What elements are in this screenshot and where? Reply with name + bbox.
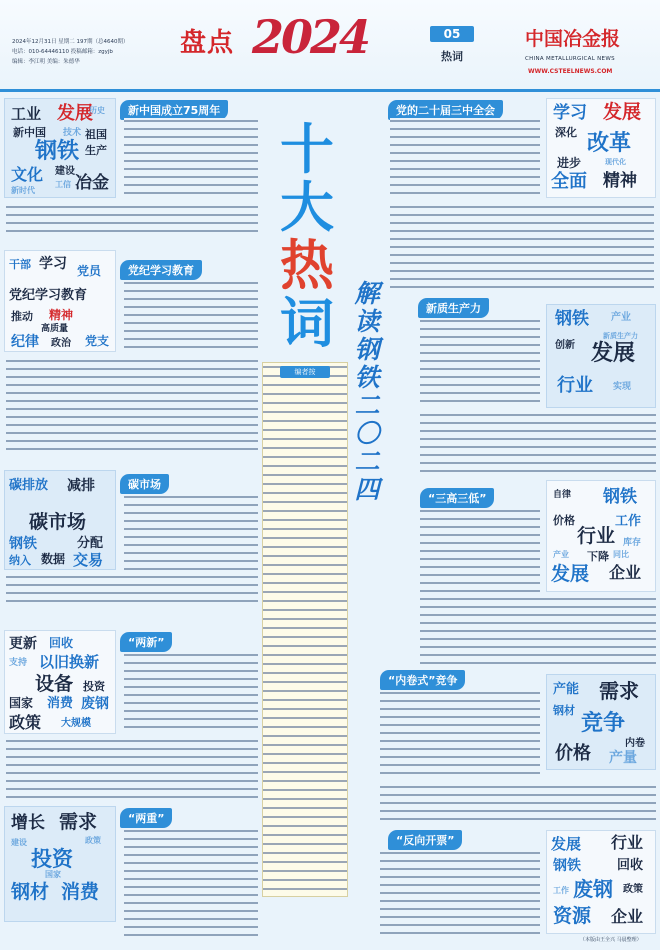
- word: 学习: [553, 103, 587, 123]
- word: 大规模: [61, 718, 91, 729]
- article-text-3: [124, 280, 258, 354]
- word: 行业: [611, 833, 644, 852]
- word-cloud-3: [4, 250, 116, 352]
- section-heading-1: 新中国成立75周年: [120, 100, 228, 120]
- word: 深化: [555, 126, 577, 139]
- section-heading-4: 新质生产力: [418, 298, 489, 318]
- word: 进步: [557, 156, 582, 170]
- word: 生产: [85, 144, 107, 157]
- word: 文化: [11, 165, 44, 184]
- word: 库存: [623, 538, 642, 548]
- word: 废钢: [573, 877, 613, 901]
- editor-note-column: [262, 362, 348, 897]
- word: 产业: [611, 312, 631, 323]
- word: 新时代: [11, 186, 35, 195]
- word-cloud-2: [546, 98, 656, 198]
- word: 纳入: [9, 554, 31, 567]
- word-cloud-4: [546, 304, 656, 408]
- word: 工业: [11, 105, 42, 123]
- paper-name-en: CHINA METALLURGICAL NEWS: [525, 56, 615, 62]
- word-cloud-8: [546, 674, 656, 770]
- word: 建设: [11, 838, 27, 847]
- word: 价格: [555, 743, 591, 764]
- word: 自律: [553, 490, 572, 500]
- word: 工作: [553, 886, 569, 895]
- article-text-2b: [390, 204, 654, 294]
- word: 企业: [611, 907, 644, 926]
- word: 内卷: [625, 738, 645, 749]
- word-cloud-1: [4, 98, 116, 198]
- editor-line: 编辑：李江明 美编：朱德华: [12, 59, 80, 65]
- date-line: 2024年12月31日 星期二 197期（总4640期）: [12, 39, 129, 45]
- word: 发展: [591, 341, 636, 366]
- word: 行业: [577, 525, 616, 547]
- word: 资源: [553, 905, 592, 927]
- word: 钢铁: [555, 309, 589, 329]
- website-link[interactable]: WWW.CSTEELNEWS.COM: [528, 68, 613, 75]
- word: 钢铁: [9, 536, 37, 552]
- word: 精神: [49, 308, 74, 322]
- section-heading-8: “内卷式”竞争: [380, 670, 465, 690]
- article-text-10: [380, 850, 540, 934]
- section-heading-2: 党的二十届三中全会: [388, 100, 503, 120]
- panorama-label: 盘点: [180, 28, 235, 58]
- word: 政策: [9, 713, 42, 732]
- word: 政治: [51, 338, 71, 349]
- footer-credit: （本版由王全兴 马晨整理）: [580, 937, 642, 943]
- word: 创新: [555, 340, 575, 351]
- word: 减排: [67, 478, 95, 494]
- word: 现代化: [605, 158, 626, 166]
- word: 历史: [89, 106, 105, 115]
- word: 钢铁: [603, 487, 637, 507]
- word: 碳排放: [9, 478, 49, 493]
- word: 改革: [587, 131, 632, 156]
- article-text-8b: [380, 784, 656, 824]
- word-cloud-5: [4, 470, 116, 570]
- word: 工信: [55, 180, 71, 189]
- word: 竞争: [581, 711, 626, 736]
- word: 企业: [609, 563, 642, 582]
- section-heading-6: “三高三低”: [420, 488, 494, 508]
- masthead: [0, 0, 660, 92]
- title-char-4: 词: [280, 291, 334, 355]
- word: 产能: [553, 682, 580, 697]
- word: 钢材: [11, 881, 50, 903]
- word: 发展: [57, 103, 93, 124]
- article-text-5b: [6, 574, 258, 604]
- article-text-6b: [420, 596, 656, 666]
- article-text-7: [124, 652, 258, 734]
- word: 产量: [609, 750, 637, 766]
- word: 支持: [9, 658, 28, 668]
- word-cloud-9: [4, 806, 116, 922]
- word: 新中国: [13, 126, 46, 139]
- word: 发展: [603, 101, 642, 123]
- word: 全面: [551, 171, 587, 192]
- word: 投资: [31, 847, 73, 871]
- title-char-3: 热: [280, 233, 334, 297]
- word: 行业: [557, 375, 593, 396]
- word: 数据: [41, 552, 66, 566]
- article-text-4b: [420, 412, 656, 474]
- article-text-7b: [6, 738, 258, 800]
- article-text-3b: [6, 358, 258, 450]
- word: 新质生产力: [603, 332, 638, 340]
- section-heading-10: “反向开票”: [388, 830, 462, 850]
- word: 纪律: [11, 334, 39, 350]
- word: 发展: [551, 835, 582, 853]
- word: 推动: [11, 310, 33, 323]
- section-heading-3: 党纪学习教育: [120, 260, 202, 280]
- word: 下降: [587, 550, 609, 563]
- word: 以旧换新: [39, 653, 100, 671]
- word: 建设: [55, 166, 75, 177]
- article-text-9: [124, 828, 258, 938]
- subtitle: 解读钢铁二〇二四: [354, 279, 380, 504]
- page-number: 05: [430, 26, 474, 42]
- word: 分配: [77, 536, 104, 551]
- word: 消费: [47, 696, 74, 711]
- word: 国家: [9, 696, 34, 710]
- word: 政策: [85, 836, 101, 845]
- word: 干部: [9, 258, 31, 271]
- word: 技术: [63, 128, 82, 138]
- section-heading-9: “两重”: [120, 808, 172, 828]
- editor-note-label: 编者按: [280, 366, 330, 378]
- article-text-1b: [6, 204, 258, 236]
- word: 发展: [551, 563, 590, 585]
- word: 钢铁: [35, 139, 80, 164]
- paper-logo: 中国冶金报: [525, 28, 621, 50]
- word: 工作: [615, 514, 642, 529]
- word: 投资: [83, 680, 105, 693]
- word: 消费: [61, 881, 100, 903]
- article-text-1: [124, 118, 258, 200]
- title-char-1: 十: [280, 117, 334, 181]
- word: 国家: [45, 870, 61, 879]
- article-text-8: [380, 690, 540, 780]
- word: 回收: [617, 858, 644, 873]
- main-title: [272, 117, 342, 355]
- word: 更新: [9, 636, 37, 652]
- word: 价格: [553, 514, 575, 527]
- word: 政策: [623, 884, 643, 895]
- word: 学习: [39, 256, 67, 272]
- word: 产业: [553, 550, 569, 559]
- word: 废钢: [81, 696, 109, 712]
- word: 需求: [59, 811, 98, 833]
- word: 冶金: [75, 173, 109, 193]
- word: 需求: [599, 679, 639, 703]
- article-text-4: [420, 318, 540, 408]
- word: 高质量: [41, 324, 69, 334]
- word: 精神: [603, 171, 637, 191]
- word: 增长: [11, 813, 45, 833]
- title-char-2: 大: [280, 175, 334, 239]
- article-text-5: [124, 494, 258, 570]
- year-label: 2024: [252, 10, 369, 64]
- word: 交易: [73, 551, 104, 569]
- word: 实现: [613, 382, 632, 392]
- article-text-6: [420, 508, 540, 592]
- word: 党纪学习教育: [9, 288, 88, 303]
- word: 设备: [35, 673, 74, 695]
- word: 回收: [49, 636, 74, 650]
- page-column: 热词: [441, 50, 463, 63]
- word: 党员: [77, 264, 102, 278]
- word: 同比: [613, 550, 629, 559]
- word: 党支: [85, 334, 110, 348]
- word: 钢铁: [553, 858, 581, 874]
- section-heading-5: 碳市场: [120, 474, 169, 494]
- contact-line: 电话：010-64446110 投稿邮箱：zgyjb: [12, 49, 113, 55]
- word: 钢材: [553, 704, 575, 717]
- article-text-2: [390, 118, 540, 200]
- word-cloud-10: [546, 830, 656, 934]
- word-cloud-7: [4, 630, 116, 734]
- section-heading-7: “两新”: [120, 632, 172, 652]
- word: 碳市场: [29, 511, 87, 533]
- word-cloud-6: [546, 480, 656, 592]
- word: 祖国: [85, 128, 107, 141]
